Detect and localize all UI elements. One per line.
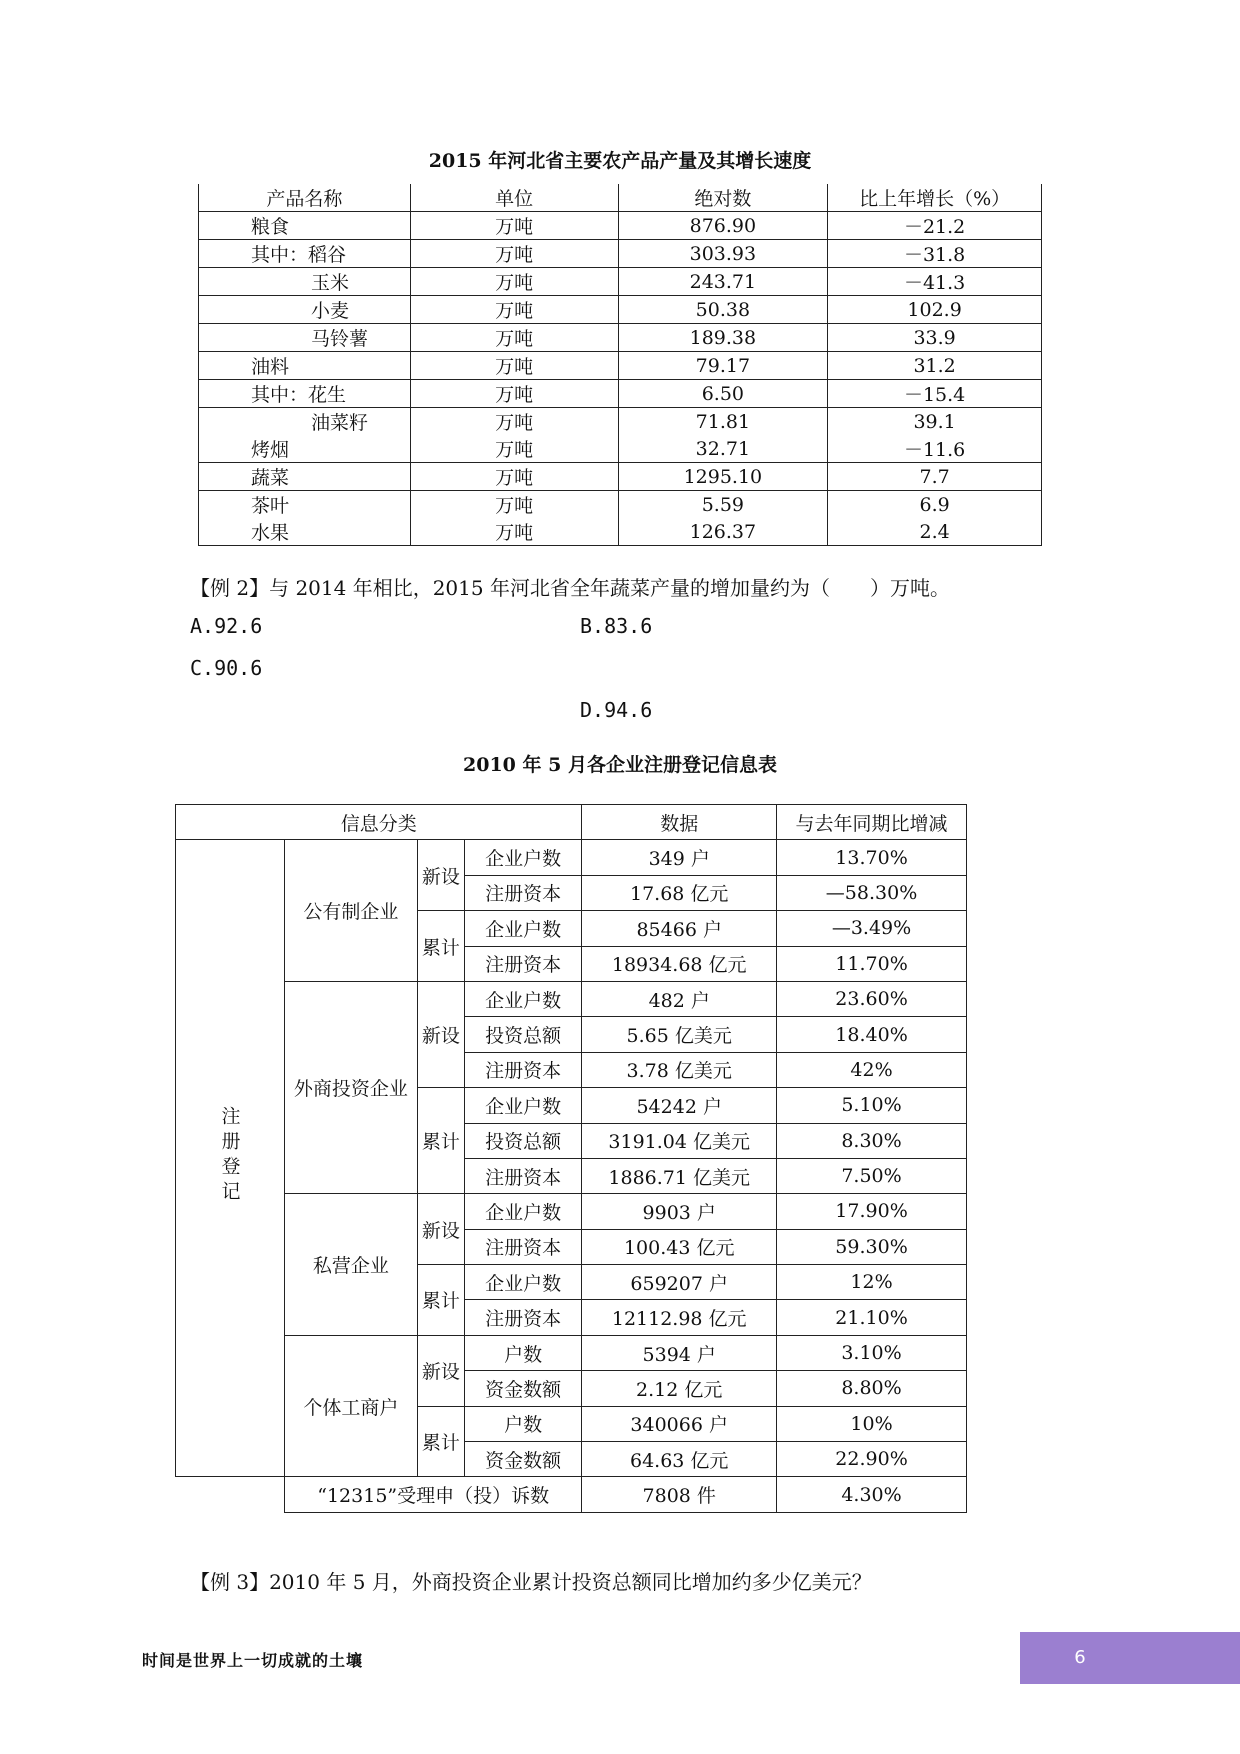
data-value: 12112.98 亿元 bbox=[582, 1300, 777, 1335]
column-header: 与去年同期比增减 bbox=[777, 805, 967, 840]
item-label: 注册资本 bbox=[464, 946, 581, 981]
data-value: 3.78 亿美元 bbox=[582, 1052, 777, 1087]
item-label: 企业户数 bbox=[464, 840, 581, 875]
unit: 万吨 bbox=[410, 268, 618, 296]
product-name: 玉米 bbox=[199, 268, 411, 296]
table-row bbox=[199, 518, 1042, 546]
item-label: 注册资本 bbox=[464, 875, 581, 910]
table-row bbox=[199, 324, 1042, 352]
option-a: A.92.6 bbox=[190, 614, 263, 638]
empty-cell bbox=[176, 1477, 285, 1512]
yoy-value: 22.90% bbox=[777, 1442, 967, 1477]
item-label: 企业户数 bbox=[464, 1088, 581, 1123]
table2-title: 2010 年 5 月各企业注册登记信息表 bbox=[463, 754, 777, 776]
sub-label: 累计 bbox=[417, 911, 464, 982]
unit: 万吨 bbox=[410, 296, 618, 324]
item-label: 户数 bbox=[464, 1406, 581, 1441]
item-label: 注册资本 bbox=[464, 1229, 581, 1264]
growth-rate: 31.2 bbox=[828, 352, 1042, 380]
yoy-value: 18.40% bbox=[777, 1017, 967, 1052]
yoy-value: 8.80% bbox=[777, 1371, 967, 1406]
data-value: 18934.68 亿元 bbox=[582, 946, 777, 981]
yoy-value: 10% bbox=[777, 1406, 967, 1441]
column-header: 单位 bbox=[410, 184, 618, 212]
sub-label: 累计 bbox=[417, 1265, 464, 1336]
complaints-label: “12315”受理申（投）诉数 bbox=[285, 1477, 582, 1512]
yoy-value: 42% bbox=[777, 1052, 967, 1087]
footer-motto: 时间是世界上一切成就的土壤 bbox=[142, 1651, 364, 1670]
page-number: 6 bbox=[1074, 1647, 1086, 1668]
yoy-value: 59.30% bbox=[777, 1229, 967, 1264]
side-label-cell bbox=[176, 840, 285, 1477]
absolute-value: 5.59 bbox=[618, 491, 828, 519]
option-b: B.83.6 bbox=[580, 614, 653, 638]
growth-rate: －11.6 bbox=[828, 435, 1042, 463]
item-label: 投资总额 bbox=[464, 1123, 581, 1158]
yoy-value: 23.60% bbox=[777, 981, 967, 1016]
table-row bbox=[176, 981, 967, 1016]
sub-label: 新设 bbox=[417, 1335, 464, 1406]
question-2-text: 【例 2】与 2014 年相比，2015 年河北省全年蔬菜产量的增加量约为（ ）万吨。 bbox=[190, 576, 950, 600]
unit: 万吨 bbox=[410, 463, 618, 491]
table-row bbox=[199, 408, 1042, 436]
sub-label: 累计 bbox=[417, 1088, 464, 1194]
table-row bbox=[199, 240, 1042, 268]
growth-rate: 6.9 bbox=[828, 491, 1042, 519]
table-row bbox=[199, 380, 1042, 408]
product-name: 蔬菜 bbox=[199, 463, 411, 491]
question-3-text: 【例 3】2010 年 5 月，外商投资企业累计投资总额同比增加约多少亿美元？ bbox=[190, 1570, 872, 1594]
yoy-value: 8.30% bbox=[777, 1123, 967, 1158]
yoy-value: 12% bbox=[777, 1265, 967, 1300]
table-row bbox=[176, 1477, 967, 1512]
column-header: 信息分类 bbox=[176, 805, 582, 840]
yoy-value: 13.70% bbox=[777, 840, 967, 875]
unit: 万吨 bbox=[410, 491, 618, 519]
data-value: 5394 户 bbox=[582, 1335, 777, 1370]
item-label: 企业户数 bbox=[464, 981, 581, 1016]
absolute-value: 71.81 bbox=[618, 408, 828, 436]
option-d: D.94.6 bbox=[580, 698, 653, 722]
yoy-value: 21.10% bbox=[777, 1300, 967, 1335]
table-row bbox=[176, 1335, 967, 1370]
table-row bbox=[176, 840, 967, 875]
product-name: 油料 bbox=[199, 352, 411, 380]
crop-production-table bbox=[198, 184, 1042, 546]
sub-label: 新设 bbox=[417, 981, 464, 1087]
product-name: 茶叶 bbox=[199, 491, 411, 519]
yoy-value: 3.10% bbox=[777, 1335, 967, 1370]
table-row bbox=[199, 212, 1042, 240]
group-label: 公有制企业 bbox=[285, 840, 418, 982]
data-value: 659207 户 bbox=[582, 1265, 777, 1300]
group-label: 外商投资企业 bbox=[285, 981, 418, 1193]
growth-rate: 39.1 bbox=[828, 408, 1042, 436]
unit: 万吨 bbox=[410, 408, 618, 436]
sub-label: 新设 bbox=[417, 1194, 464, 1265]
column-header: 产品名称 bbox=[199, 184, 411, 212]
absolute-value: 6.50 bbox=[618, 380, 828, 408]
data-value: 5.65 亿美元 bbox=[582, 1017, 777, 1052]
group-label: 个体工商户 bbox=[285, 1335, 418, 1477]
item-label: 注册资本 bbox=[464, 1158, 581, 1193]
growth-rate: －15.4 bbox=[828, 380, 1042, 408]
table-row bbox=[199, 268, 1042, 296]
product-name: 马铃薯 bbox=[199, 324, 411, 352]
data-value: 3191.04 亿美元 bbox=[582, 1123, 777, 1158]
yoy-value: 5.10% bbox=[777, 1088, 967, 1123]
unit: 万吨 bbox=[410, 240, 618, 268]
enterprise-registration-table bbox=[175, 804, 967, 1513]
absolute-value: 32.71 bbox=[618, 435, 828, 463]
unit: 万吨 bbox=[410, 518, 618, 546]
sub-label: 新设 bbox=[417, 840, 464, 911]
unit: 万吨 bbox=[410, 380, 618, 408]
product-name: 水果 bbox=[199, 518, 411, 546]
yoy-value: 17.90% bbox=[777, 1194, 967, 1229]
data-value: 1886.71 亿美元 bbox=[582, 1158, 777, 1193]
product-name: 粮食 bbox=[199, 212, 411, 240]
absolute-value: 79.17 bbox=[618, 352, 828, 380]
data-value: 7808 件 bbox=[582, 1477, 777, 1512]
data-value: 17.68 亿元 bbox=[582, 875, 777, 910]
item-label: 企业户数 bbox=[464, 911, 581, 946]
item-label: 资金数额 bbox=[464, 1371, 581, 1406]
growth-rate: 33.9 bbox=[828, 324, 1042, 352]
data-value: 9903 户 bbox=[582, 1194, 777, 1229]
item-label: 投资总额 bbox=[464, 1017, 581, 1052]
data-value: 2.12 亿元 bbox=[582, 1371, 777, 1406]
yoy-value: 4.30% bbox=[777, 1477, 967, 1512]
data-value: 54242 户 bbox=[582, 1088, 777, 1123]
unit: 万吨 bbox=[410, 352, 618, 380]
column-header: 绝对数 bbox=[618, 184, 828, 212]
product-name: 烤烟 bbox=[199, 435, 411, 463]
absolute-value: 189.38 bbox=[618, 324, 828, 352]
item-label: 企业户数 bbox=[464, 1265, 581, 1300]
absolute-value: 243.71 bbox=[618, 268, 828, 296]
growth-rate: 7.7 bbox=[828, 463, 1042, 491]
item-label: 资金数额 bbox=[464, 1442, 581, 1477]
table1-title: 2015 年河北省主要农产品产量及其增长速度 bbox=[428, 150, 812, 172]
data-value: 85466 户 bbox=[582, 911, 777, 946]
product-name: 油菜籽 bbox=[199, 408, 411, 436]
table-row bbox=[199, 296, 1042, 324]
table-header-row bbox=[199, 184, 1042, 212]
item-label: 企业户数 bbox=[464, 1194, 581, 1229]
item-label: 户数 bbox=[464, 1335, 581, 1370]
product-name: 其中：稻谷 bbox=[199, 240, 411, 268]
column-header: 数据 bbox=[582, 805, 777, 840]
unit: 万吨 bbox=[410, 324, 618, 352]
absolute-value: 303.93 bbox=[618, 240, 828, 268]
growth-rate: －31.8 bbox=[828, 240, 1042, 268]
table-row bbox=[176, 1194, 967, 1229]
group-label: 私营企业 bbox=[285, 1194, 418, 1336]
product-name: 小麦 bbox=[199, 296, 411, 324]
item-label: 注册资本 bbox=[464, 1052, 581, 1087]
column-header: 比上年增长（%） bbox=[828, 184, 1042, 212]
absolute-value: 1295.10 bbox=[618, 463, 828, 491]
data-value: 100.43 亿元 bbox=[582, 1229, 777, 1264]
table-row bbox=[199, 352, 1042, 380]
table-row bbox=[199, 435, 1042, 463]
item-label: 注册资本 bbox=[464, 1300, 581, 1335]
table-row bbox=[199, 491, 1042, 519]
growth-rate: 102.9 bbox=[828, 296, 1042, 324]
growth-rate: 2.4 bbox=[828, 518, 1042, 546]
unit: 万吨 bbox=[410, 212, 618, 240]
absolute-value: 50.38 bbox=[618, 296, 828, 324]
yoy-value: —3.49% bbox=[777, 911, 967, 946]
data-value: 340066 户 bbox=[582, 1406, 777, 1441]
table-row bbox=[199, 463, 1042, 491]
yoy-value: 11.70% bbox=[777, 946, 967, 981]
unit: 万吨 bbox=[410, 435, 618, 463]
option-c: C.90.6 bbox=[190, 656, 263, 680]
absolute-value: 126.37 bbox=[618, 518, 828, 546]
product-name: 其中：花生 bbox=[199, 380, 411, 408]
table-header-row bbox=[176, 805, 967, 840]
growth-rate: －21.2 bbox=[828, 212, 1042, 240]
sub-label: 累计 bbox=[417, 1406, 464, 1477]
absolute-value: 876.90 bbox=[618, 212, 828, 240]
data-value: 482 户 bbox=[582, 981, 777, 1016]
side-label: 注册登记 bbox=[218, 1105, 241, 1206]
data-value: 64.63 亿元 bbox=[582, 1442, 777, 1477]
yoy-value: —58.30% bbox=[777, 875, 967, 910]
growth-rate: －41.3 bbox=[828, 268, 1042, 296]
yoy-value: 7.50% bbox=[777, 1158, 967, 1193]
data-value: 349 户 bbox=[582, 840, 777, 875]
